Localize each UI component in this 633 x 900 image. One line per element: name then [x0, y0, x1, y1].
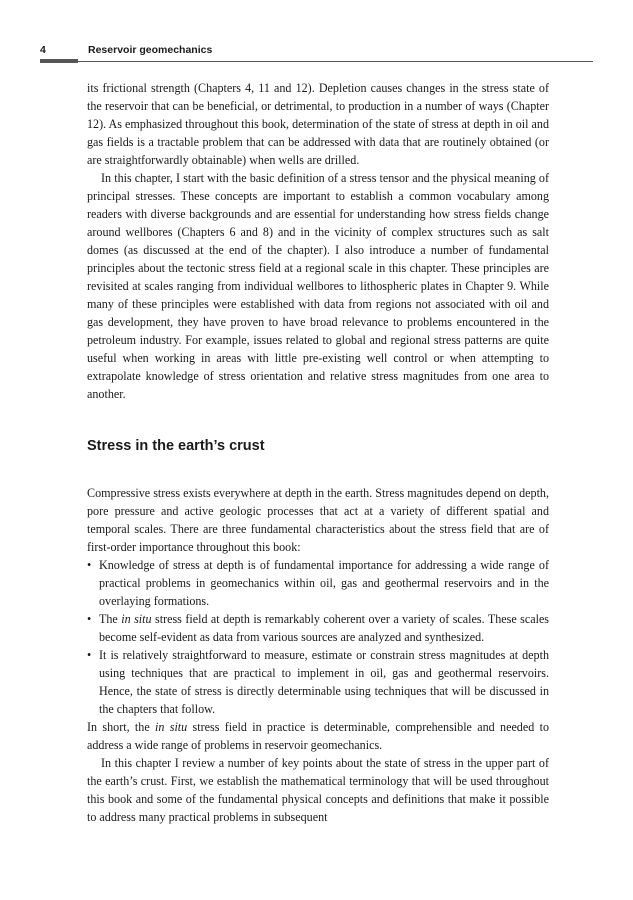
- bullet-marker: •: [87, 612, 92, 626]
- running-title: Reservoir geomechanics: [88, 44, 213, 56]
- bullet-marker: •: [87, 648, 92, 662]
- paragraph-text-start: In short, the: [87, 720, 156, 734]
- bullet-list: [87, 556, 549, 718]
- list-item: [87, 646, 549, 718]
- section-paragraph-2: [87, 718, 549, 754]
- emphasis-in-situ: in situ: [155, 720, 188, 734]
- list-item-text: Knowledge of stress at depth is of fundamental importance for addressing a wide range of practical problems in geomechanics within oil, gas and geothermal reservoirs and in the overlaying formations.: [99, 558, 549, 608]
- page-number: 4: [40, 44, 46, 56]
- section-paragraph-1: Compressive stress exists everywhere at depth in the earth. Stress magnitudes depend on depth, pore pressure and active geologic processes that act at a variety of different spatial and temporal scales. There are three fundamental characteristics about the stress field that are of first-order importance throughout this book:: [87, 486, 549, 554]
- list-item-text: It is relatively straightforward to measure, estimate or constrain stress magnitudes at depth using techniques that are practical to implement in oil, gas and geothermal reservoirs. Hence, the state of stress is directly determinable using techniques that will be discussed in the chapters that follow.: [99, 648, 549, 716]
- emphasis-in-situ: in situ: [121, 612, 152, 626]
- list-item: [87, 610, 549, 646]
- section-paragraph-3: In this chapter I review a number of key points about the state of stress in the upper part of the earth’s crust. First, we establish the mathematical terminology that will be used throughout this book and some of the fundamental physical concepts and definitions that make it possible to address many practical problems in subsequent: [87, 756, 549, 824]
- list-item: [87, 556, 549, 610]
- paragraph-text-end: stress field in practice is determinable, comprehensible and needed to address a wide range of problems in reservoir geomechanics.: [87, 720, 549, 752]
- section-heading: Stress in the earth’s crust: [87, 438, 265, 454]
- header-rule: [40, 61, 593, 62]
- bullet-marker: •: [87, 558, 92, 572]
- intro-paragraph-1: its frictional strength (Chapters 4, 11 and 12). Depletion causes changes in the stress state of the reservoir that can be beneficial, or detrimental, to production in a number of ways (Chapter 12). As emphasized throughout this book, determination of the state of stress at depth in oil and gas fields is a tractable problem that can be addressed with data that are routinely obtained (or are straightforwardly obtainable) when wells are drilled.: [87, 81, 549, 167]
- intro-paragraph-2: In this chapter, I start with the basic definition of a stress tensor and the physical meaning of principal stresses. These concepts are important to establish a common vocabulary among readers with diverse backgrounds and are essential for understanding how stress fields change around wellbores (Chapters 6 and 8) and in the vicinity of complex structures such as salt domes (as discussed at the end of the chapter). I also introduce a number of fundamental principles about the tectonic stress field at a regional scale in this chapter. These principles are revisited at scales ranging from individual wellbores to lithospheric plates in Chapter 9. While many of these principles were established with data from regions not associated with oil and gas development, they have proven to have broad relevance to problems encountered in the petroleum industry. For example, issues related to global and regional stress patterns are quite useful when working in areas with little pre-existing well control or when attempting to extrapolate knowledge of stress orientation and relative stress magnitudes from one area to another.: [87, 171, 549, 401]
- page-body: [87, 79, 549, 826]
- list-item-text-start: The: [99, 612, 122, 626]
- list-item-text-end: stress field at depth is remarkably coherent over a variety of scales. These scales become self-evident as data from various sources are analyzed and synthesized.: [99, 612, 550, 644]
